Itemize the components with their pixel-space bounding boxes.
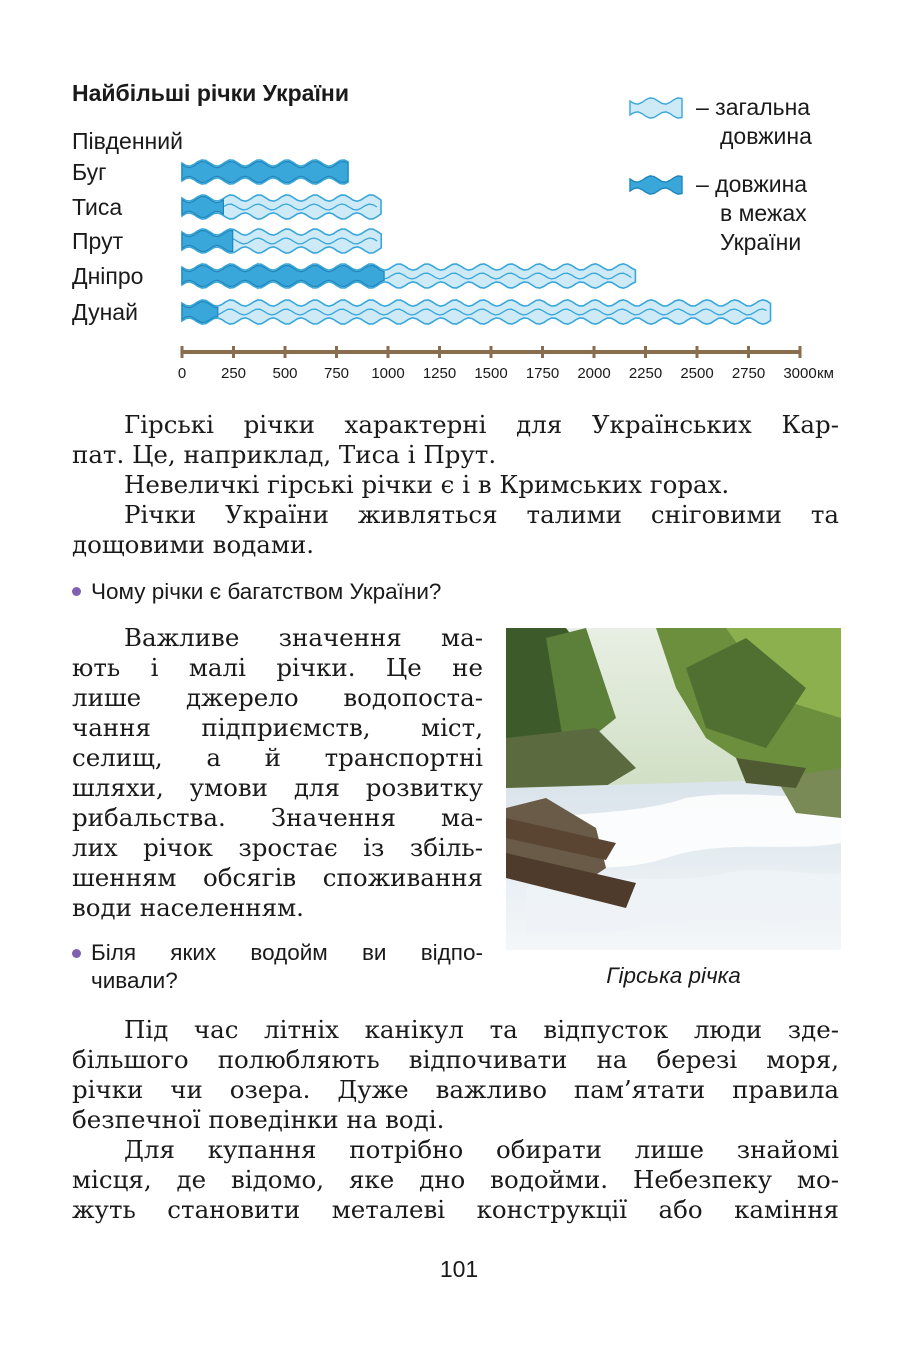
x-tick-label: 2750 [731,365,766,382]
paragraph-small-rivers [72,623,483,923]
category-label: Тиса [72,194,123,220]
x-tick-label: 0 [177,365,187,382]
photo-caption: Гірська річка [606,963,741,988]
question-rest-places [72,939,483,995]
category-label: Південний [72,128,183,154]
bar-ukraine-length [182,161,348,182]
text-line: Невеличкі гірські річки є і в Кримських горах. [124,470,730,499]
legend-label: в межах [720,200,807,226]
x-tick-label: 250 [220,365,247,382]
paragraph-mountain-rivers [72,410,839,560]
x-tick-label: 3000 [783,365,817,382]
legend-label: – загальна [696,94,811,120]
bar-ukraine-length [182,197,223,218]
text-line: пат. Це, наприклад, Тиса і Прут. [72,440,497,469]
text-line: дощовими водами. [72,530,315,559]
text-line: більшого полюбляють відпочивати на березі моря, [72,1045,839,1074]
text-line: чання підприємств, міст, [72,713,483,742]
chart-title: Найбільші річки України [72,80,349,106]
text-line: річки чи озера. Дуже важливо пам’ятати правила [72,1075,839,1104]
question-text: Біля яких водойм ви відпо- [91,940,483,965]
text-line: Важливе значення ма- [124,623,483,652]
text-line: води населенням. [72,893,304,922]
text-line: Для купання потрібно обирати лише знайомі [124,1135,839,1164]
legend-swatch-total [630,98,682,118]
x-tick-label: 750 [323,365,350,382]
text-line: рибальства. Значення ма- [72,803,483,832]
question-text: Чому річки є багатством України? [91,579,442,604]
x-tick-label: 2000 [577,365,611,382]
bar-ukraine-length [182,231,233,252]
text-line: лих річок зростає із збіль- [72,833,483,862]
text-line: селищ, а й транспортні [72,743,483,772]
legend-label: – довжина [696,171,808,197]
text-line: Річки України живляться талими сніговими та [124,500,839,529]
x-tick-label: 1500 [474,365,508,382]
x-tick-label: 1250 [422,365,457,382]
text-line: місця, де відомо, яке дно водойми. Небезпеку мо- [72,1165,839,1194]
question-rivers-wealth [72,578,441,606]
text-line: шляхи, умови для розвитку [72,773,483,802]
text-line: Гірські річки характерні для Українських Кар- [124,410,839,439]
x-tick-label: 1750 [525,365,560,382]
text-line: жуть становити металеві конструкції або каміння [72,1195,839,1224]
legend-label: України [720,229,802,255]
category-label: Буг [72,159,107,185]
bullet-icon [72,949,81,958]
x-tick-label: 2250 [628,365,663,382]
x-tick-label: 1000 [371,365,405,382]
category-label: Дніпро [72,263,144,289]
text-line: Під час літніх канікул та відпусток люди зде- [124,1015,839,1044]
text-line: шенням обсягів споживання [72,863,483,892]
legend-swatch-ukraine [630,176,682,194]
rivers-length-chart [0,0,918,400]
x-axis-unit: км [817,365,834,382]
category-label: Прут [72,228,124,254]
page-number: 101 [439,1256,479,1282]
category-label: Дунай [72,299,138,325]
paragraph-vacation [72,1015,839,1225]
x-tick-label: 2500 [680,365,714,382]
x-tick-label: 500 [272,365,298,382]
mountain-river-photo [506,628,841,950]
legend-label: довжина [720,123,812,149]
text-line: лише джерело водопоста- [72,683,483,712]
bullet-icon [72,587,81,596]
text-line: безпечної поведінки на воді. [72,1105,445,1134]
question-text: чивали? [91,968,178,993]
text-line: ють і малі річки. Це не [72,653,483,682]
